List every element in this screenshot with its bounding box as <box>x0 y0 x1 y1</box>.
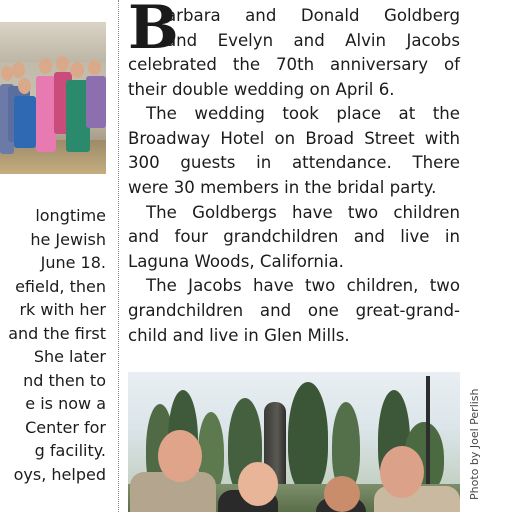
left-text-line: nd then to <box>23 370 106 390</box>
article-line: The Goldbergs have two children <box>146 202 460 222</box>
left-text-line: oys, helped <box>13 464 106 484</box>
left-text-line: efield, then <box>15 276 106 296</box>
anniversary-photo <box>128 372 460 512</box>
left-column <box>0 0 118 512</box>
article-line: arbara and Donald Goldberg <box>166 6 460 25</box>
photo-credit: Photo by Joel Perlish <box>468 388 481 500</box>
article-line: Laguna Woods, California. <box>128 251 344 271</box>
article-line: celebrated the 70th anniversary of <box>128 55 460 74</box>
article-line: Broadway Hotel on Broad Street with <box>128 128 460 148</box>
left-text-line: rk with her <box>19 300 106 319</box>
left-text-line: Center for <box>25 417 106 437</box>
left-text-line: e is now a <box>25 394 106 413</box>
article-body <box>128 0 460 348</box>
left-text-line: longtime <box>35 206 106 225</box>
article-line: their double wedding on April 6. <box>128 79 395 99</box>
article-line: The Jacobs have two children, two <box>146 276 460 296</box>
left-text-line: he Jewish <box>30 229 106 249</box>
article-line: 300 guests in attendance. There <box>128 153 460 173</box>
article-line: were 30 members in the bridal party. <box>128 177 437 197</box>
left-text-line: g facility. <box>34 441 106 460</box>
article-line: and Evelyn and Alvin Jacobs <box>166 30 460 50</box>
left-column-text <box>0 204 118 486</box>
article-line: and four grandchildren and live in <box>128 227 460 247</box>
article-line: The wedding took place at the <box>146 104 460 124</box>
left-text-line: and the first <box>8 323 106 343</box>
drop-cap: B <box>128 0 179 63</box>
left-text-line: June 18. <box>40 253 106 272</box>
left-text-line: She later <box>33 347 106 366</box>
article-opening <box>128 0 460 63</box>
article-line: child and live in Glen Mills. <box>128 325 350 345</box>
lamp-post <box>426 376 430 496</box>
group-photo <box>0 22 106 174</box>
article-line: grandchildren and one great-grand- <box>128 300 460 320</box>
column-divider <box>118 0 119 512</box>
